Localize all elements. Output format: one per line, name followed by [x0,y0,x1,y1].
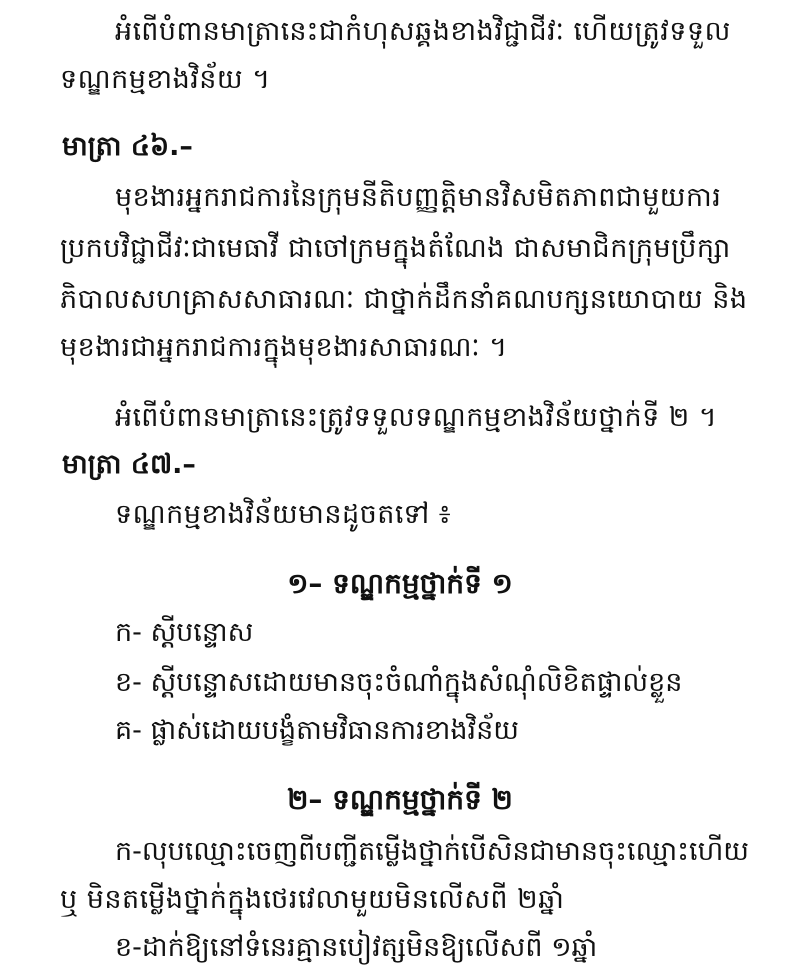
article-46-para1-line2: ប្រកបវិជ្ជាជីវៈជាមេធាវី ជាចៅក្រមក្នុងតំណែង ជាសមាជិកក្រុមប្រឹក្សា [60,233,731,264]
article-46-para1-line4: មុខងារជាអ្នករាជការក្នុងមុខងារសាធារណៈ ។ [60,332,508,363]
article-47-intro: ទណ្ឌកម្មខាងវិន័យមានដូចតទៅ ៖ [115,499,452,530]
article-47-heading: មាត្រា ៤៧.– [62,449,196,480]
level-2-item-a-line2: ឬ មិនតម្លើងថ្នាក់ក្នុងថេរវេលាមួយមិនលើសពី ២ឆ្នាំ [60,884,565,915]
intro-line-2: ទណ្ឌកម្មខាងវិន័យ ។ [60,64,271,95]
level-1-item-c: គ- ផ្លាស់ដោយបង្ខំតាមវិធានការខាងវិន័យ [115,715,519,746]
intro-line-1: អំពើបំពានមាត្រានេះជាកំហុសឆ្គងខាងវិជ្ជាជីវៈ ហើយត្រូវទទួល [115,16,731,47]
level-2-heading: ២– ទណ្ឌកម្មថ្នាក់ទី ២ [287,783,513,816]
level-2-item-a-line1: ក-លុបឈ្មោះចេញពីបញ្ជីតម្លើងថ្នាក់បើសិនជាមានចុះឈ្មោះហើយ [115,836,749,867]
article-46-para1-line1: មុខងារអ្នករាជការនៃក្រុមនីតិបញ្ញត្តិមានវិសមិតភាពជាមួយការ [115,182,722,213]
level-1-item-b: ខ- ស្តីបន្ទោសដោយមានចុះចំណាំក្នុងសំណុំលិខិតផ្ទាល់ខ្លួន [115,667,683,698]
level-2-item-b: ខ-ដាក់ឱ្យនៅទំនេរគ្មានបៀវត្សមិនឱ្យលើសពី ១ឆ្នាំ [115,932,598,963]
article-46-heading: មាត្រា ៤៦.– [62,131,193,162]
article-46-para2: អំពើបំពានមាត្រានេះត្រូវទទួលទណ្ឌកម្មខាងវិន័យថ្នាក់ទី ២ ។ [115,402,718,433]
level-1-heading: ១– ទណ្ឌកម្មថ្នាក់ទី ១ [287,567,513,600]
article-46-para1-line3: ភិបាលសហគ្រាសសាធារណៈ ជាថ្នាក់ដឹកនាំគណបក្សនយោបាយ និង [60,284,748,315]
level-1-item-a: ក- ស្តីបន្ទោស [115,617,254,648]
